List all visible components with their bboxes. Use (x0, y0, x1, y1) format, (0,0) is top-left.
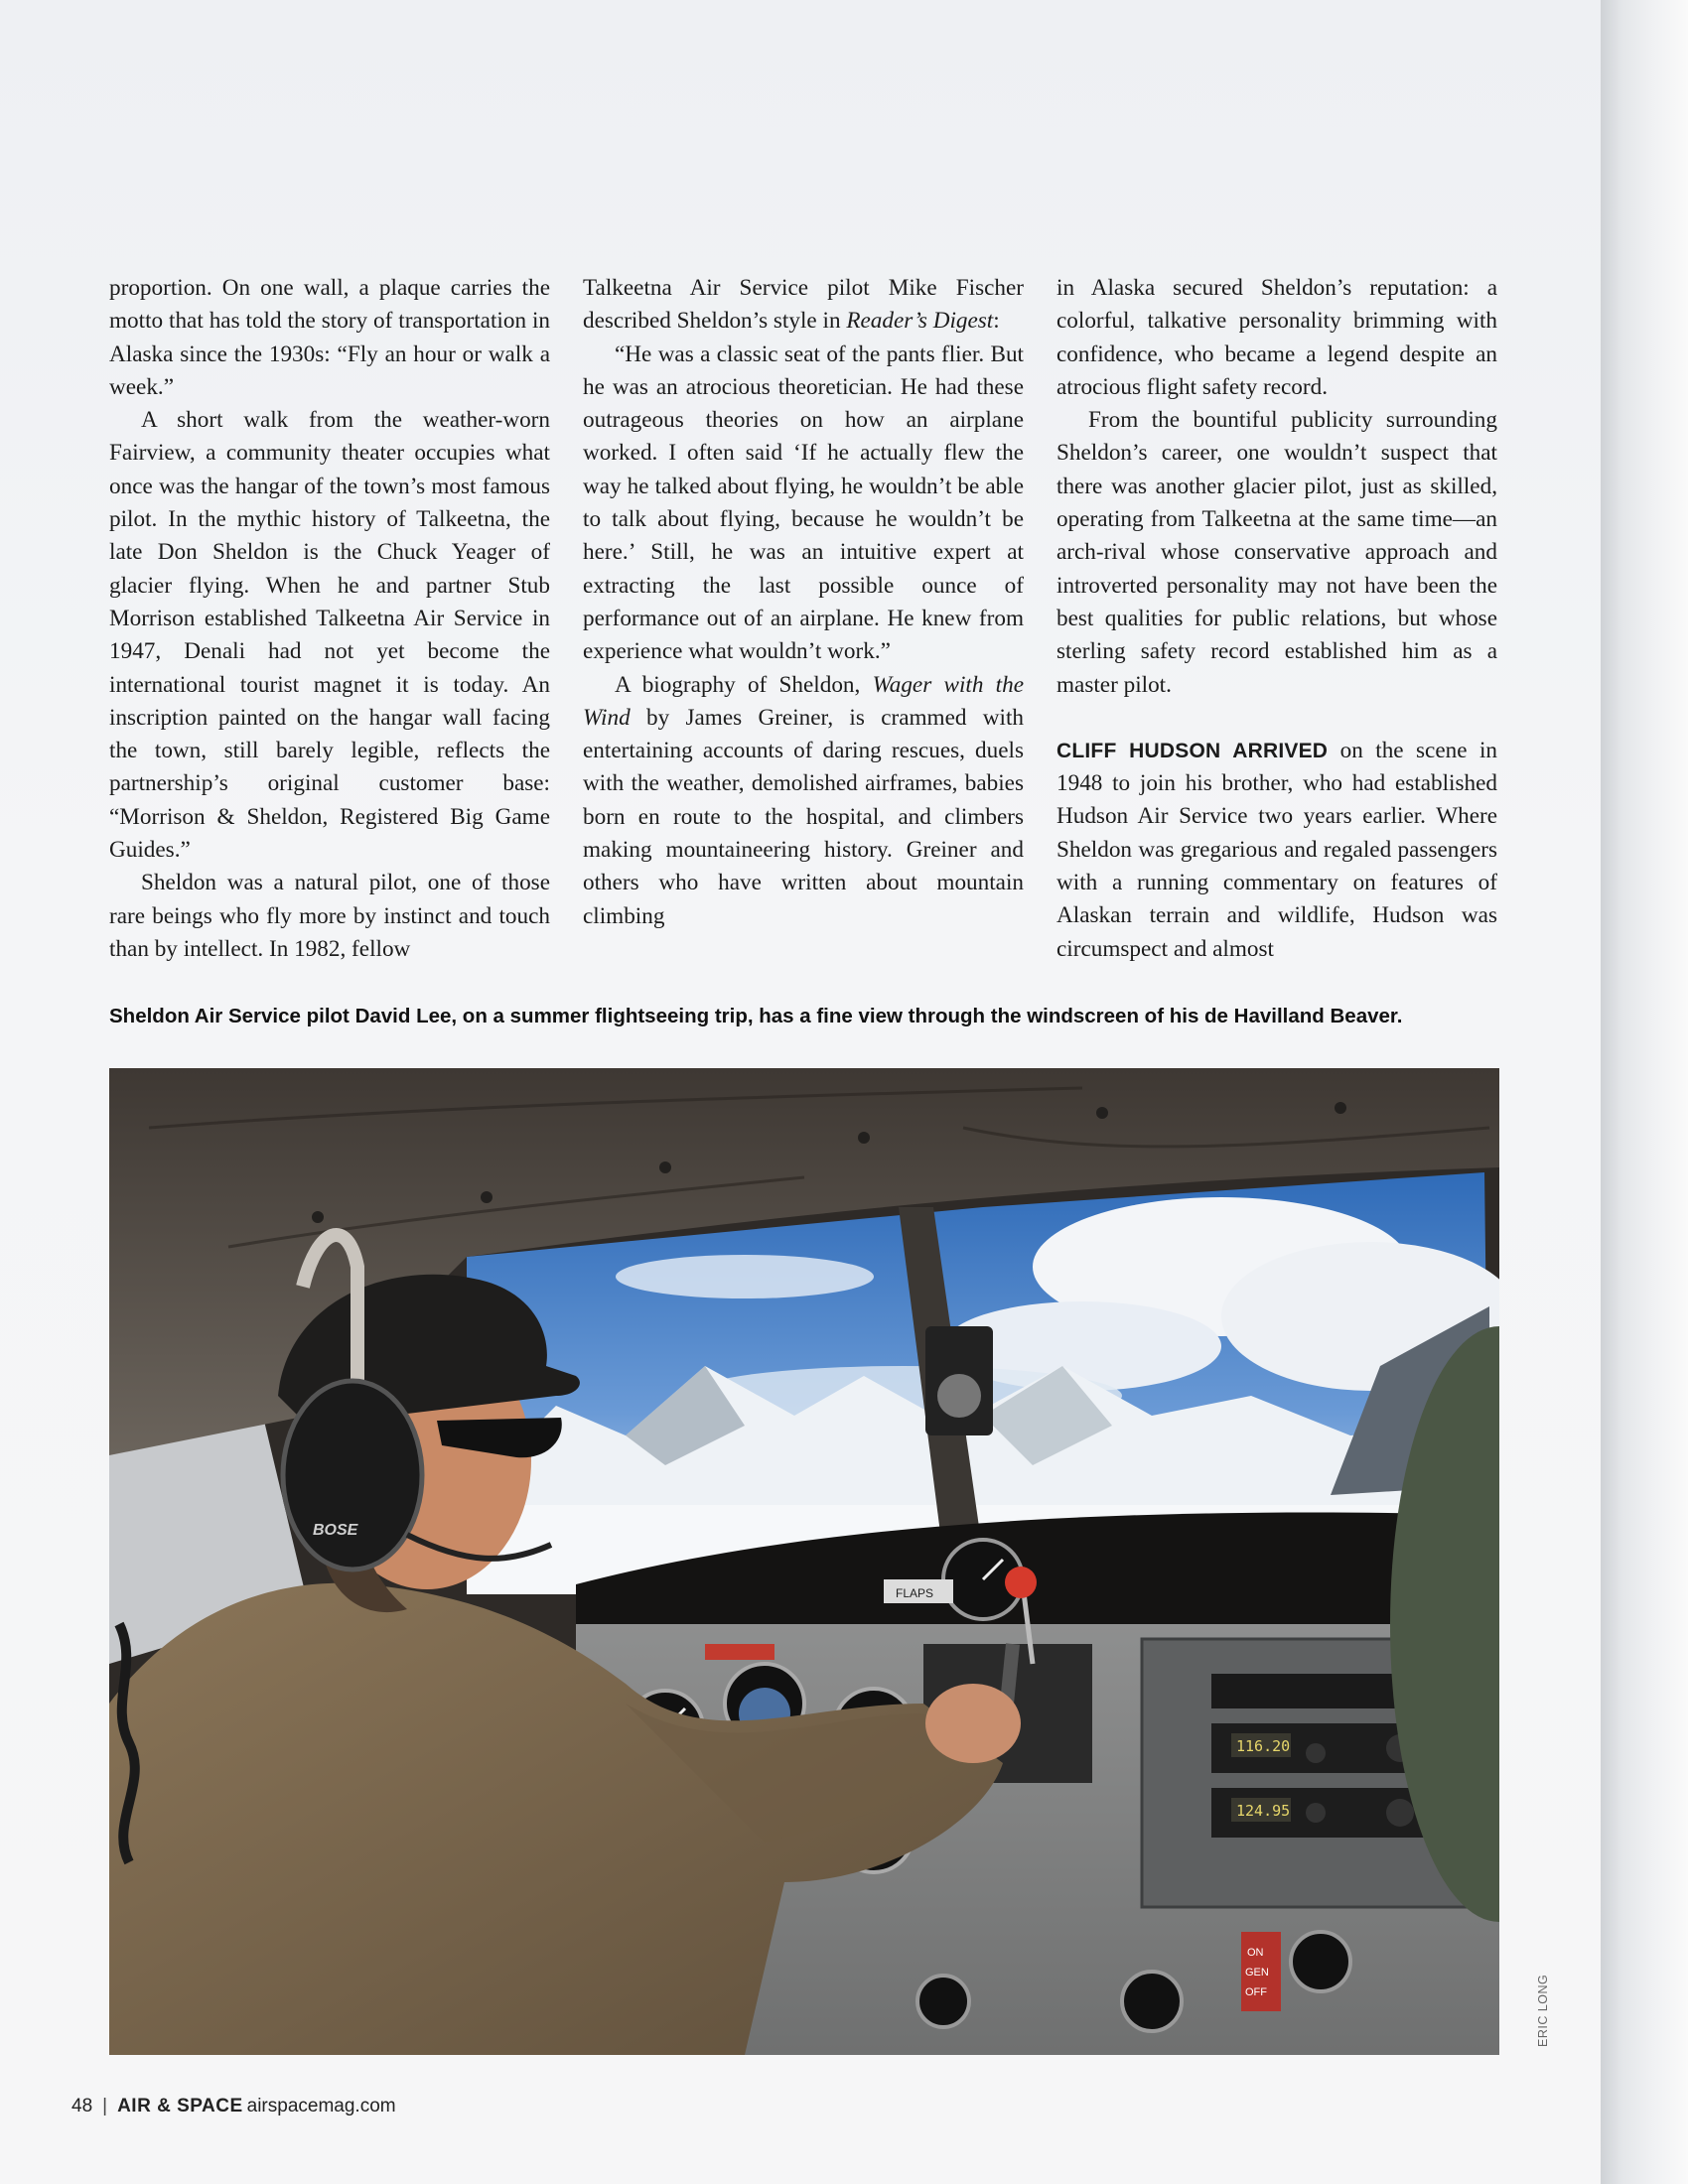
footer-separator: | (102, 2096, 108, 2116)
text-run: A biography of Sheldon, (615, 671, 873, 698)
photo-caption: Sheldon Air Service pilot David Lee, on a summer flightseeing trip, has a fine view through the windscreen of his de Havilland Beaver. (109, 1005, 1403, 1027)
text-run: on the scene in 1948 to join his brother, who had established Hudson Air Service two years earlier. Where Sheldon was gregarious and regaled passengers with a running commentary on features of Alaskan terrain and wildlife, Hudson was circumspect and almost (1056, 737, 1498, 962)
article-column-2 (583, 272, 1024, 933)
cockpit-illustration (109, 1068, 1499, 2055)
cockpit-photo (109, 1068, 1499, 2055)
photo-credit: ERIC LONG (1536, 1974, 1550, 2047)
gen-on-label: ON (1247, 1947, 1264, 1959)
compass-face (937, 1374, 981, 1418)
warning-placard (705, 1644, 774, 1660)
paragraph (583, 669, 1024, 933)
paragraph: in Alaska secured Sheldon’s reputation: a colorful, talkative personality brimming with confidence, who became a legend despite an atrocious flight safety record. (1056, 275, 1497, 400)
section-paragraph (1056, 735, 1497, 966)
publication-title: Reader’s Digest (846, 308, 994, 335)
paragraph: A short walk from the weather-worn Fairview, a community theater occupies what once was the hangar of the town’s most famous pilot. In the mythic history of Talkeetna, the late Don Sheldon is the Chuck Yeager of glacier flying. When he and partner Stub Morrison established Talkeetna Air Service in 1947, Denali had not yet become the international tourist magnet it is today. An inscription painted on the hangar wall facing the town, still barely legible, reflects the partnership’s original customer base: “Morrison & Sheldon, Registered Big Game Guides.” (109, 407, 550, 864)
magazine-url: airspacemag.com (246, 2096, 396, 2116)
article-column-3 (1056, 272, 1497, 966)
text-run: : (993, 308, 1000, 335)
headset-brand-label: BOSE (313, 1522, 358, 1539)
flaps-label: FLAPS (896, 1586, 934, 1600)
gen-off-label: OFF (1245, 1986, 1267, 1998)
pilot-hand (925, 1684, 1021, 1763)
text-run: Talkeetna Air Service pilot Mike Fischer described Sheldon’s style in (583, 275, 1024, 335)
article-column-1 (109, 272, 550, 966)
nav-frequency: 116.20 (1236, 1737, 1291, 1755)
paragraph (583, 272, 1024, 339)
gen-label: GEN (1245, 1967, 1269, 1979)
text-run: by James Greiner, is crammed with entertaining accounts of daring rescues, duels with the weather, demolished airframes, babies born en route to the hospital, and climbers making mountaineering history. Greiner and others who have written about mountain climbing (583, 704, 1024, 929)
com-frequency: 124.95 (1236, 1802, 1291, 1820)
red-control-knob (1005, 1567, 1037, 1598)
page-footer (71, 2096, 396, 2117)
paragraph: Sheldon was a natural pilot, one of those rare beings who fly more by instinct and touch than by intellect. In 1982, fellow (109, 870, 550, 962)
magazine-name: AIR & SPACE (117, 2096, 243, 2116)
section-lead-in: CLIFF HUDSON ARRIVED (1056, 739, 1329, 762)
headset-earcup (283, 1381, 422, 1570)
paragraph: From the bountiful publicity surrounding Sheldon’s career, one wouldn’t suspect that there was another glacier pilot, just as skilled, operating from Talkeetna at the same time—an arch-rival whose conservative approach and introverted personality may not have been the best qualities for public relations, but whose sterling safety record established him as a master pilot. (1056, 407, 1497, 698)
book-title: Wager with the Wind (583, 671, 1024, 731)
adjacent-page-edge (1601, 0, 1688, 2184)
page-number: 48 (71, 2096, 93, 2116)
paragraph: proportion. On one wall, a plaque carries the motto that has told the story of transportation in Alaska since the 1930s: “Fly an hour or walk a week.” (109, 275, 550, 400)
quote-paragraph: “He was a classic seat of the pants flier. But he was an atrocious theoretician. He had these outrageous theories on how an airplane worked. I often said ‘If he actually flew the way he talked about flying, he wouldn’t be able to talk about flying, because he wouldn’t be here.’ Still, he was an intuitive expert at extracting the last possible ounce of performance out of an airplane. He knew from experience what wouldn’t work.” (583, 341, 1024, 665)
